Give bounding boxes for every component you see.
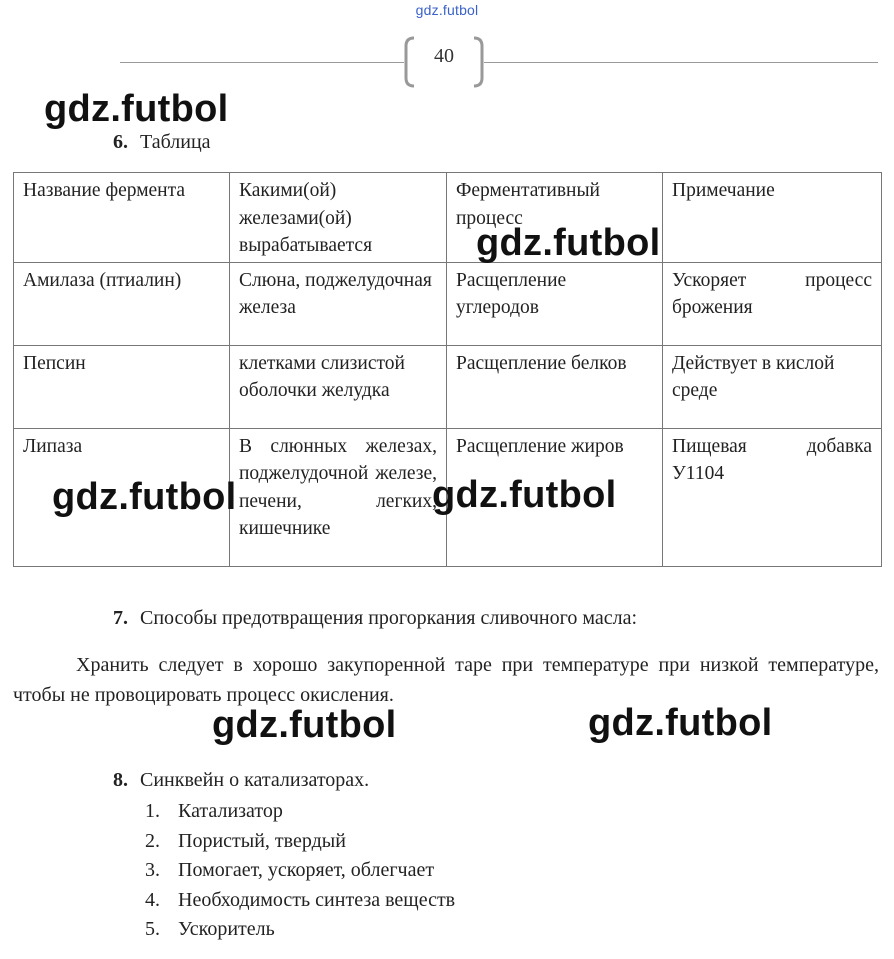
section-8-number: 8. [113, 769, 128, 791]
watermark-top-link[interactable]: gdz.futbol [415, 2, 479, 18]
section-7-title-text: Способы предотвращения прогоркания сливочного масла: [140, 607, 638, 629]
list-item-text: Пористый, твердый [178, 829, 346, 852]
list-item [145, 915, 455, 945]
watermark: gdz.futbol [52, 476, 237, 518]
table-cell: Расщепление белков [447, 345, 663, 428]
watermark: gdz.futbol [476, 222, 661, 264]
watermark: gdz.futbol [212, 704, 397, 746]
header-rule-right [484, 62, 878, 63]
section-7-paragraph: Хранить следует в хорошо закупоренной таре при температуре при низкой температуре, чтобы не провоцировать процесс окисления. [13, 654, 879, 706]
watermark: gdz.futbol [44, 88, 229, 130]
list-item-number: 4. [145, 888, 160, 911]
table-cell: клетками слизистой оболочки желудка [230, 345, 447, 428]
table-row [14, 262, 882, 345]
table-cell: Слюна, поджелудочная железа [230, 262, 447, 345]
table-header-row [14, 173, 882, 263]
list-item-number: 1. [145, 800, 160, 822]
section-7-number: 7. [113, 607, 128, 629]
table-cell: Расщепление углеродов [447, 262, 663, 345]
section-8-title-text: Синквейн о катализаторах. [140, 769, 370, 791]
list-item-number: 3. [145, 859, 160, 881]
list-item [145, 797, 455, 827]
header-rule-left [120, 62, 404, 63]
section-6-title [113, 131, 211, 154]
list-item-text: Катализатор [178, 800, 283, 822]
page-number-box [404, 36, 484, 88]
section-6-number: 6. [113, 131, 128, 153]
page-number: 40 [434, 45, 454, 67]
table-cell: Пепсин [14, 345, 230, 428]
list-item-text: Необходимость синтеза веществ [178, 888, 456, 911]
list-item-text: Ускоритель [178, 918, 275, 940]
header-cell: Название фермента [14, 173, 230, 263]
section-7-title [113, 607, 637, 630]
table-cell: Липаза [14, 428, 230, 566]
section-8-title [113, 769, 369, 792]
list-item [145, 886, 455, 916]
list-item-text: Помогает, ускоряет, облегчает [178, 859, 435, 881]
list-item-number: 2. [145, 829, 160, 852]
table-cell: Расщепление жиров [447, 428, 663, 566]
table-cell: В слюнных железах, поджелудочной железе, печени, легких, кишечнике [230, 428, 447, 566]
table-row [14, 345, 882, 428]
list-item [145, 856, 455, 886]
table-cell: Амилаза (птиалин) [14, 262, 230, 345]
table-cell: Действует в кислой среде [663, 345, 882, 428]
watermark: gdz.futbol [588, 702, 773, 744]
table-cell: Ускоряет процесс брожения [663, 262, 882, 345]
watermark: gdz.futbol [432, 474, 617, 516]
section-6-title-text: Таблица [140, 131, 211, 153]
header-cell: Ферментативный процесс [447, 173, 663, 263]
header-cell: Какими(ой) железами(ой) вырабатывается [230, 173, 447, 263]
table-cell: Пищевая добавка У1104 [663, 428, 882, 566]
cinquain-list [145, 797, 455, 945]
header-cell: Примечание [663, 173, 882, 263]
list-item-number: 5. [145, 918, 160, 940]
list-item [145, 827, 455, 857]
